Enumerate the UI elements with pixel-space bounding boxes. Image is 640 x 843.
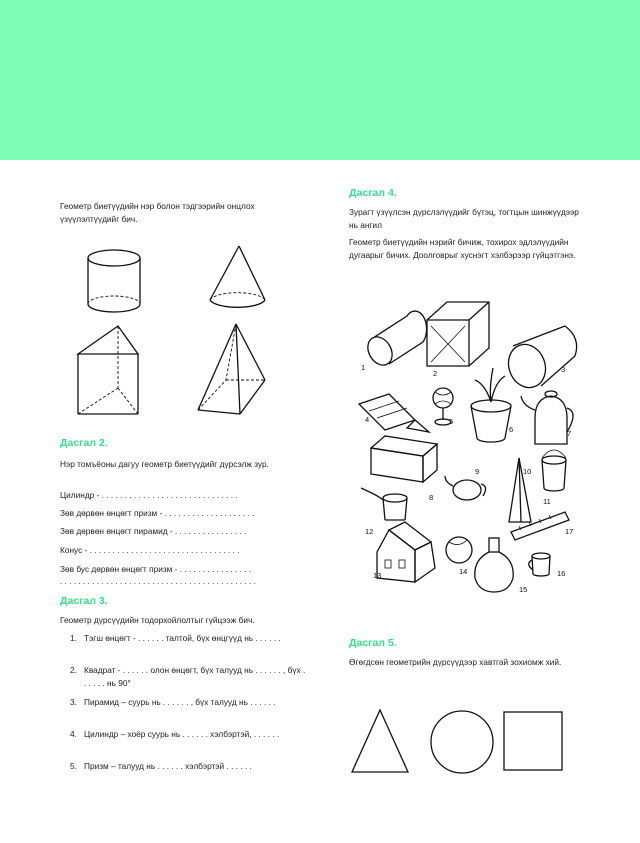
exercise-5-paragraph: Өгөгдсөн геометрийн дүрсүүдээр хавтгай зохиомж хий. [349, 657, 562, 667]
exercise-2-heading: Дасгал 2. [60, 437, 108, 449]
exercise-4-paragraph-2: Геометр биетүүдийн нэрийг бичиж, тохирох эдлэлүүдийн дугаарыг бичих. Доолговрыг хуснэгт хэлбэрээр гүйцэтгэнэ. [349, 237, 576, 260]
list-item-text: Тэгш өнцөгт - . . . . . . талтой, бүх өнцгүүд нь . . . . . . [84, 633, 281, 643]
object-14-ball [446, 537, 472, 563]
list-item-text: Призм – талууд нь . . . . . . хэлбэртэй . . . . . . [84, 761, 252, 771]
object-15-vase [475, 538, 513, 592]
object-13-house [377, 522, 435, 582]
exercise-2-instruction: Нэр томъёоны дагуу геометр биетүүдийг дүрсэлж зур. [60, 459, 269, 469]
object-6-flower-pot [471, 368, 514, 442]
triangular-prism-figure [78, 326, 138, 414]
object-label: 12 [365, 527, 374, 536]
triangle-shape [352, 710, 408, 772]
object-label: 14 [459, 567, 468, 576]
object-label: 4 [365, 415, 370, 424]
exercise-2 [60, 436, 310, 450]
exercise-4-body-2 [349, 236, 594, 262]
object-label: 6 [509, 425, 514, 434]
list-item-text: Квадрат - . . . . . . олон өнцөгт, бүх талууд нь . . . . . . , бүх . . . . . . нь 90° [84, 665, 306, 688]
exercise-3-body [60, 614, 310, 627]
object-label: 16 [557, 569, 566, 578]
object-1-cylinder [363, 311, 427, 369]
exercise-2-line: Цилиндр - . . . . . . . . . . . . . . . . . . . . . . . . . . . . . . [60, 490, 238, 500]
object-label: 15 [519, 585, 528, 594]
list-item-number: 2. [70, 665, 77, 675]
exercise-3-heading: Дасгал 3. [60, 595, 108, 607]
top-color-band [0, 0, 640, 160]
list-item-text: Пирамид – суурь нь . . . . . . , бүх талууд нь . . . . . . [84, 697, 276, 707]
cylinder-figure [88, 250, 140, 312]
object-label: 2 [433, 369, 438, 378]
pyramid-figure [198, 324, 265, 414]
exercise-2-line: Зөв дөрвөн өнцөгт призм - . . . . . . . . . . . . . . . . . . . . [60, 508, 255, 518]
object-11-bucket [542, 450, 566, 491]
list-item-number: 4. [70, 729, 77, 739]
object-label: 11 [543, 497, 551, 506]
object-label: 9 [475, 467, 480, 476]
object-3-frustum [503, 326, 577, 393]
list-item-number: 3. [70, 697, 77, 707]
exercise-4-heading: Дасгал 4. [349, 187, 397, 199]
exercise-3-instruction: Геометр дүрсүүдийн тодорхойлолтыг гүйцээж бич. [60, 615, 255, 625]
object-label: 1 [361, 363, 366, 372]
object-16-cup [529, 553, 550, 576]
object-label: 17 [565, 527, 574, 536]
object-17-ruler [511, 512, 569, 540]
exercise-3 [60, 594, 310, 608]
list-item-text: Цилиндр – хоёр суурь нь . . . . . . хэлбэртэй, . . . . . . [84, 729, 280, 739]
object-7-teapot [521, 391, 573, 444]
exercise-2-body [60, 458, 310, 471]
object-label: 5 [449, 417, 454, 426]
object-label: 3 [561, 365, 566, 374]
object-9-small-teapot [445, 476, 486, 500]
exercise-2-line: Зөв бус дөрвөн өнцөгт призм - . . . . . . . . . . . . . . . . [60, 564, 252, 574]
exercise-5-body [349, 656, 594, 669]
exercise-2-line: . . . . . . . . . . . . . . . . . . . . . . . . . . . . . . . . . . . . . . . . . . . [60, 576, 256, 586]
object-label: 13 [373, 571, 382, 580]
object-label: 7 [567, 429, 572, 438]
exercise-4 [349, 186, 594, 200]
list-item-number: 1. [70, 633, 77, 643]
object-8-box [371, 436, 437, 482]
intro-text: Геометр биетүүдийн нэр болон тэдгээрийн онцлох үзүүлэлтүүдийг бич. [60, 201, 255, 224]
exercise-2-line: Конус - . . . . . . . . . . . . . . . . . . . . . . . . . . . . . . . . . [60, 545, 240, 555]
basic-shapes-figure [350, 706, 590, 776]
list-item-number: 5. [70, 761, 77, 771]
object-2-cube [427, 302, 489, 366]
object-label: 8 [429, 493, 434, 502]
exercise-3-list [60, 632, 310, 772]
exercise-5 [349, 636, 594, 650]
exercise-4-body [349, 206, 594, 232]
exercise-2-line: Зөв дөрвөн өнцөгт пирамид - . . . . . . . . . . . . . . . . [60, 526, 247, 536]
object-12-pot [361, 488, 407, 520]
circle-shape [431, 711, 493, 773]
exercise-4-paragraph-1: Зурагт үзүүлсэн дүрслэлүүдийг бүтэц, тогтцын шинжүүдээр нь ангил [349, 207, 579, 230]
geometric-solids-figure [60, 238, 310, 423]
object-4-pencil [359, 394, 429, 432]
exercise-5-heading: Дасгал 5. [349, 637, 397, 649]
object-label: 10 [523, 467, 532, 476]
exercise-2-lines [60, 489, 310, 589]
cone-figure [210, 246, 265, 307]
objects-figure [355, 298, 595, 598]
square-shape [504, 712, 562, 770]
